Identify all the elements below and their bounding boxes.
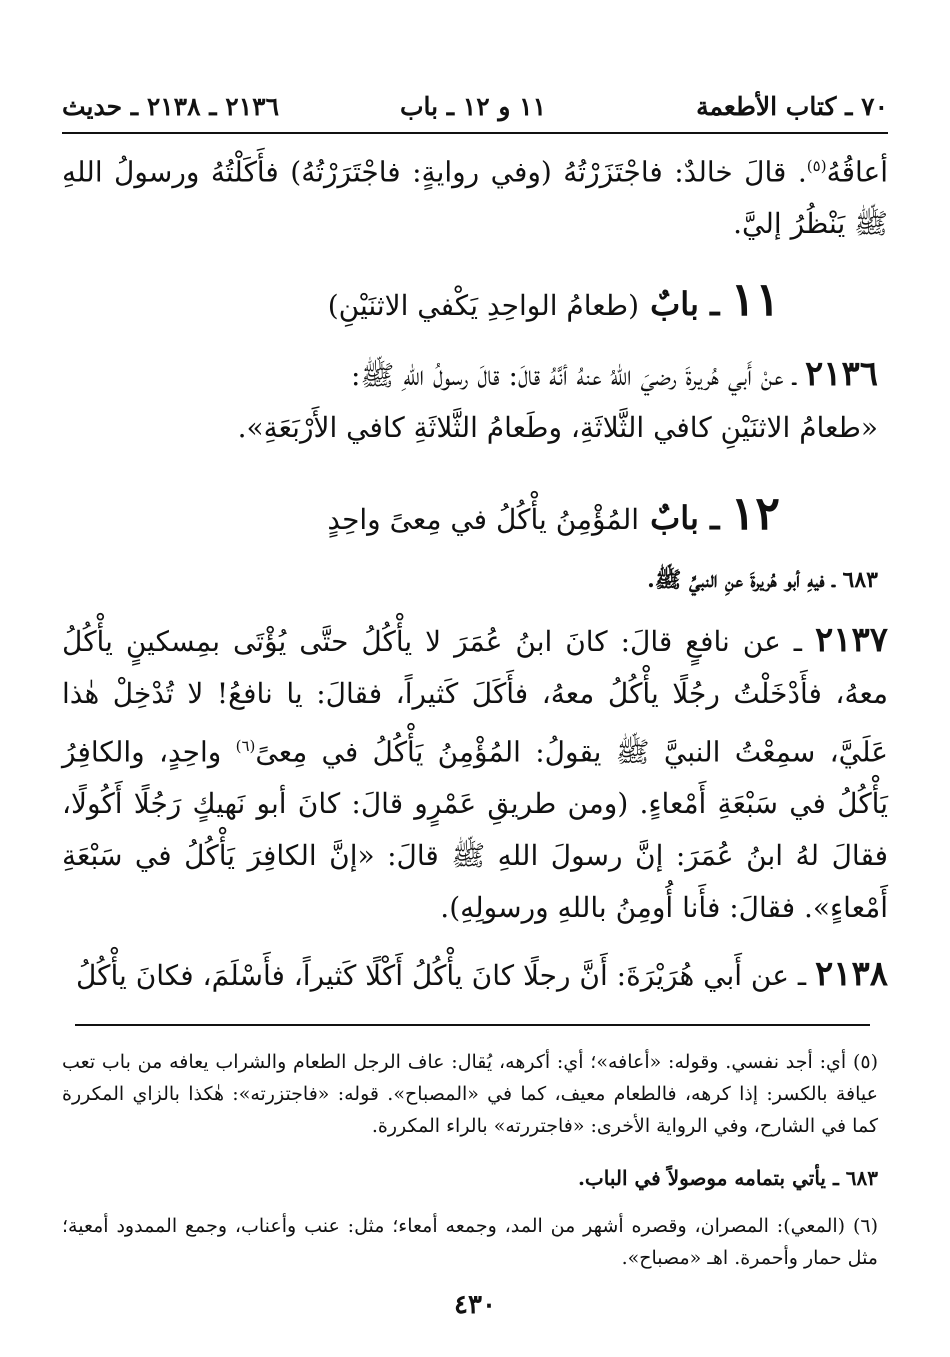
footnote-cross-reference: ٦٨٣ ـ يأتي بتمامه موصولاً في الباب. bbox=[577, 1166, 878, 1190]
hadith-2138 bbox=[62, 948, 888, 1002]
footnote-6: (٦) (المعي): المصران، وقصره أشهر من المد، وجمعه أمعاء؛ مثل: عنب وأعناب، وجمع الممدود أمعية؛ مثل حمار وأحمرة. اهـ «مصباح». bbox=[62, 1215, 878, 1269]
header-chapter-range: ١١ و ١٢ ـ باب bbox=[399, 92, 546, 121]
footnote-ref-5: (٥) bbox=[806, 157, 827, 175]
hadith-text-continued: واحِدٍ، والكافِرُ يَأْكُلُ في سَبْعَةِ أَمْعاءٍ. (ومن طريقِ عَمْرٍو قالَ: كانَ أبو نَهيكٍ رَجُلًا أَكُولًا، فقالَ لهُ ابنُ عُمَرَ: إنَّ رسولَ اللهِ ﷺ قالَ: «إنَّ الكافِرَ يَأْكُلُ في سَبْعَةِ أَمْعاءٍ». فقالَ: فأَنا أُومِنُ باللهِ ورسولِهِ). bbox=[62, 735, 888, 925]
hadith-number: ٢١٣٦ bbox=[804, 354, 878, 394]
continuation-text: . قالَ خالدٌ: فاجْتَزَرْتُهُ (وفي روايةٍ: فاجْتَرَرْتُهُ) فأَكَلْتُهُ ورسولُ اللهِ ﷺ يَنْظُرُ إليَّ. bbox=[62, 155, 888, 241]
hadith-number: ٢١٣٧ bbox=[814, 620, 888, 660]
hadith-text: ـ عنْ أَبي هُريرةَ رضيَ اللهُ عنهُ أنَّهُ قالَ: قالَ رسولُ اللهِ ﷺ: bbox=[351, 359, 797, 392]
hadith-quote: «طعامُ الاثنَيْنِ كافي الثَّلاثَةِ، وطَعامُ الثَّلاثَةِ كافي الأَرْبَعَةِ». bbox=[237, 411, 878, 444]
chapter-label: ـ بابٌ bbox=[650, 499, 720, 537]
chapter-number: ١١ bbox=[730, 272, 780, 326]
chapter-number: ١٢ bbox=[730, 486, 780, 540]
chapter-title: المُؤْمِنُ يأْكُلُ في مِعىً واحِدٍ bbox=[327, 503, 639, 536]
chapter-heading-12 bbox=[80, 486, 780, 540]
page-number: ٤٣٠ bbox=[454, 1290, 496, 1320]
hadith-2136 bbox=[62, 348, 878, 454]
header-hadith-range: ٢١٣٦ ـ ٢١٣٨ ـ حديث bbox=[62, 92, 279, 121]
chapter-heading-11 bbox=[80, 272, 780, 326]
cross-reference-683: ٦٨٣ ـ فيهِ أبو هُريرةَ عنِ النبيِّ ﷺ. bbox=[647, 567, 878, 593]
hadith-number: ٢١٣٨ bbox=[814, 954, 888, 994]
header-rule bbox=[62, 132, 888, 134]
chapter-title: (طعامُ الواحِدِ يَكْفي الاثنَيْنِ) bbox=[327, 289, 639, 322]
hadith-2137 bbox=[62, 614, 888, 934]
chapter-label: ـ بابٌ bbox=[650, 285, 720, 323]
continuation-text-start: أعاقُهُ bbox=[826, 155, 888, 189]
footnote-ref-6: (٦) bbox=[235, 737, 256, 755]
footnote-5: (٥) أي: أجد نفسي. وقوله: «أعافه»؛ أي: أكرهه، يُقال: عاف الرجل الطعام والشراب يعافه من باب تعب عيافة بالكسر: إذا كرهه، فالطعام معيف، كما في «المصباح». قوله: «فاجتزرته»: هٰكذا بالزاي المكررة كما في الشارح، وفي الرواية الأخرى: «فاجتررته» بالراء المكررة. bbox=[62, 1051, 878, 1137]
continuation-paragraph bbox=[62, 140, 888, 250]
hadith-text: ـ عن نافعٍ قالَ: كانَ ابنُ عُمَرَ لا يأْكُلُ حتَّى يُؤْتَى بمِسكينٍ يأْكُلُ معهُ، فأَدْخَلْتُ رجُلًا يأْكُلُ معهُ، فأَكَلَ كَثيراً، فقالَ: يا نافعُ! لا تُدْخِلْ هٰذا عَلَيَّ، سمِعْتُ النبيَّ ﷺ يقولُ: المُؤْمِنُ يَأْكُلُ في مِعىً bbox=[62, 625, 888, 769]
running-header bbox=[62, 88, 888, 128]
header-book-title: ٧٠ ـ كتاب الأطعمة bbox=[696, 92, 888, 121]
footnote-separator bbox=[75, 1024, 870, 1026]
hadith-text: ـ عن أَبي هُرَيْرَةَ: أَنَّ رجلًا كانَ يأْكُلُ أَكْلًا كَثيراً، فأَسْلَمَ، فكانَ يأْكُلُ bbox=[75, 959, 807, 992]
